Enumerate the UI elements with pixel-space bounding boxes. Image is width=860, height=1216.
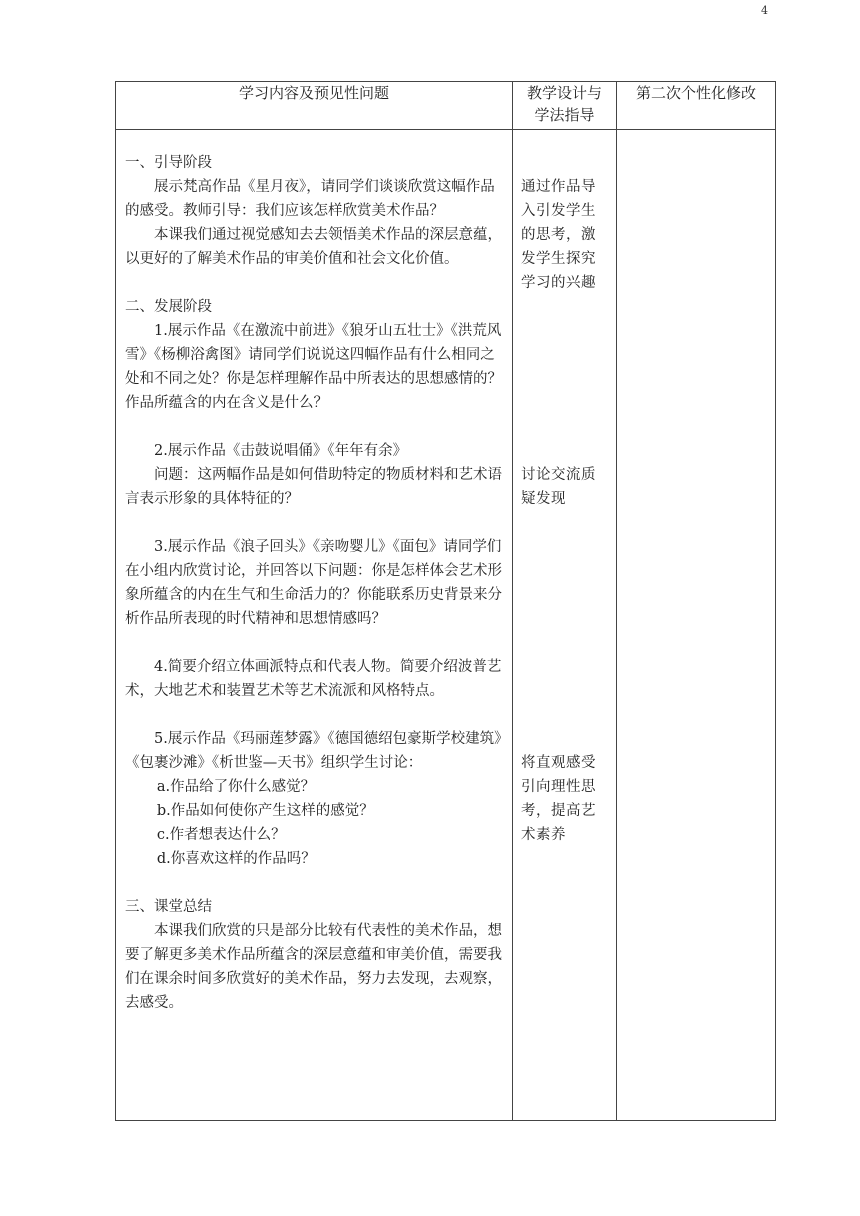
question-a: a.作品给了你什么感觉？ [156,779,316,795]
guidance-3: 将直观感受引向理性思考，提高艺术素养 [521,755,596,843]
section-3-title: 三、课堂总结 [125,899,212,915]
header-learning-content: 学习内容及预见性问题 [116,82,513,130]
question-d: d.你喜欢这样的作品吗？ [156,851,316,867]
question-c: c.作者想表达什么？ [156,827,286,843]
section-3-paragraph-1: 本课我们欣赏的只是部分比较有代表性的美术作品，想要了解更多美术作品所蕴含的深层意蕴和审美价值，需要我们在课余时间多欣赏好的美术作品，努力去发现，去观察，去感受。 [125,923,502,1011]
section-2-paragraph-5: 4.简要介绍立体画派特点和代表人物。简要介绍波普艺术，大地艺术和装置艺术等艺术流派和风格特点。 [125,659,502,699]
section-1-paragraph-2: 本课我们通过视觉感知去去领悟美术作品的深层意蕴，以更好的了解美术作品的审美价值和社会文化价值。 [125,227,502,267]
page-number: 4 [761,4,768,17]
section-1-title: 一、引导阶段 [125,155,212,171]
lesson-plan-table [115,81,776,1121]
revision-cell [617,130,776,1121]
question-b: b.作品如何使你产生这样的感觉？ [156,803,374,819]
section-2-paragraph-4: 3.展示作品《浪子回头》《亲吻婴儿》《面包》请同学们在小组内欣赏讨论，并回答以下问题：你是怎样体会艺术形象所蕴含的内在生气和生命活力的？你能联系历史背景来分析作品所表现的时代精神和思想情感吗？ [125,539,502,627]
guidance-cell [513,130,617,1121]
guidance-2: 讨论交流质疑发现 [521,467,596,507]
section-2-paragraph-3: 问题：这两幅作品是如何借助特定的物质材料和艺术语言表示形象的具体特征的？ [125,467,502,507]
header-second-revision: 第二次个性化修改 [617,82,776,130]
guidance-1: 通过作品导入引发学生的思考，激发学生探究学习的兴趣 [521,179,596,291]
content-cell [116,130,513,1121]
section-2-paragraph-2: 2.展示作品《击鼓说唱俑》《年年有余》 [154,443,408,459]
section-2-title: 二、发展阶段 [125,299,212,315]
section-2-paragraph-6: 5.展示作品《玛丽莲梦露》《德国德绍包豪斯学校建筑》《包裹沙滩》《析世鉴—天书》组织学生讨论： [125,731,502,771]
section-1-paragraph-1: 展示梵高作品《星月夜》，请同学们谈谈欣赏这幅作品的感受。教师引导：我们应该怎样欣赏美术作品？ [125,179,495,219]
table-header-row [116,82,776,130]
section-2-paragraph-1: 1.展示作品《在激流中前进》《狼牙山五壮士》《洪荒风雪》《杨柳浴禽图》请同学们说说这四幅作品有什么相同之处和不同之处？你是怎样理解作品中所表达的思想感情的？作品所蕴含的内在含义是什么？ [125,323,502,411]
header-teaching-design: 教学设计与学法指导 [513,82,617,130]
table-body-row [116,130,776,1121]
